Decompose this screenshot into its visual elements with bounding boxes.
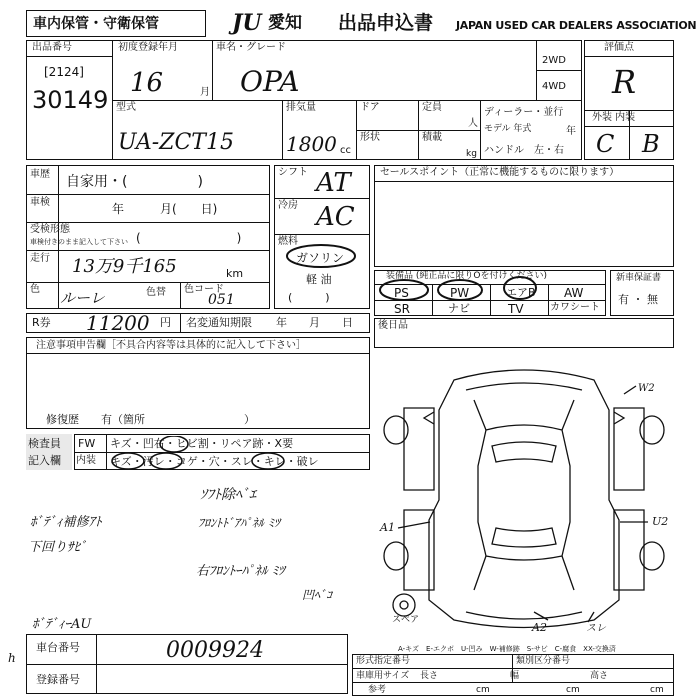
year-unit: 年 [566, 126, 576, 137]
name-change-value: 年 月 日 [276, 316, 353, 329]
interior-grade: B [642, 130, 660, 158]
inspector-label-1: 検査員 [28, 437, 61, 450]
color-label: 色 [30, 284, 40, 295]
mark-sure: スレ [586, 623, 606, 634]
chassis-value: 0009924 [166, 638, 264, 663]
reception-label: 受検形態 [30, 224, 70, 235]
mileage-value: 13万9千165 [72, 256, 177, 277]
branch-name: 愛知 [268, 13, 302, 33]
car-name-value: OPA [240, 65, 300, 98]
ext-int-label: 外装 内装 [592, 112, 636, 123]
recycle-value: 11200 [86, 311, 150, 335]
storage-stamp [26, 10, 206, 37]
history-label: 車歴 [30, 169, 50, 180]
km-unit: km [226, 267, 244, 280]
fuel-label: 燃料 [278, 236, 298, 247]
mark-a2: A2 [532, 621, 547, 634]
note-2: ﾎﾞﾃﾞｨ補修ｱﾄ [30, 515, 102, 530]
mark-w2: W2 [638, 383, 655, 394]
recycle-label: R券 [32, 316, 51, 329]
lot-bracket: [2124] [44, 65, 84, 79]
door-label: ドア [360, 102, 380, 113]
inspector-fw: FW [78, 437, 96, 450]
note-5: 右ﾌﾛﾝﾄｰﾊﾟﾈﾙ ﾐﾂ [196, 564, 285, 579]
note-3: ﾌﾛﾝﾄﾄﾞｱﾊﾟﾈﾙ ﾐﾂ [198, 516, 280, 530]
note-6: 凹ﾍﾞｺ [302, 588, 333, 602]
ju-logo: JU [232, 10, 262, 36]
mileage-label: 走行 [30, 253, 50, 264]
handle-label: ハンドル 左・右 [484, 145, 564, 156]
association-name: JAPAN USED CAR DEALERS ASSOCIATION [456, 19, 697, 32]
form-title: 出品申込書 [338, 12, 434, 34]
width-label: 幅 [510, 671, 520, 681]
displacement-value: 1800 [286, 132, 337, 156]
later-items-box [374, 318, 674, 348]
equip-sr: SR [394, 302, 410, 316]
color-code-label: 色コード [184, 284, 224, 295]
car-body-diagram [374, 350, 674, 650]
exterior-grade: C [596, 130, 615, 158]
lot-label: 出品番号 [32, 42, 72, 53]
note-1: ｿﾌﾄ除ﾍﾞｴ [200, 487, 256, 503]
note-4: 下回りｻﾋﾞ [28, 540, 87, 555]
cm-unit-2: cm [566, 685, 580, 695]
shape-label: 形状 [360, 132, 380, 143]
equip-aw: AW [564, 286, 584, 300]
cm-unit-1: cm [476, 685, 490, 695]
color-change-label: 色替 [146, 287, 166, 298]
reception-note: 車検付きのまま記入して下さい [30, 238, 128, 246]
color-code-value: 051 [208, 292, 235, 308]
registration-no-label: 登録番号 [36, 673, 80, 686]
model-value: UA-ZCT15 [118, 130, 234, 155]
registration-year: 16 [130, 68, 164, 98]
garage-size-label: 車庫用サイズ [356, 671, 410, 681]
car-name-label: 車名・グレード [216, 42, 286, 53]
equip-leather: カワシート [550, 302, 600, 313]
person-unit: 人 [468, 118, 478, 129]
grade-value: R [612, 63, 637, 101]
inspector-interior: 内装 [76, 455, 96, 466]
inspector-row2: キズ・汚レ・コゲ・穴・スレ・キレ・破レ [110, 455, 319, 468]
registration-month-unit: 月 [200, 87, 210, 98]
inspection-value: 年 月( 日) [112, 202, 218, 216]
model-year-label: モデル 年式 [484, 124, 532, 134]
displacement-label: 排気量 [286, 102, 316, 113]
drive-4wd: 4WD [542, 81, 566, 92]
equipment-circles [374, 274, 544, 302]
reception-paren: ( ) [136, 231, 242, 245]
model-label: 型式 [116, 102, 136, 113]
class-no-label: 類別区分番号 [516, 656, 571, 666]
dealer-label: ディーラー・並行 [484, 107, 564, 118]
color-value: ルーレ [60, 289, 105, 307]
sales-point-label: セールスポイント（正常に機能するものに限ります） [380, 167, 620, 178]
fuel-paren: ( ) [288, 291, 330, 304]
capacity-label: 定員 [422, 102, 442, 113]
registration-label: 初度登録年月 [118, 42, 178, 53]
height-label: 高さ [590, 671, 609, 681]
inspector-label-2: 記入欄 [28, 454, 61, 467]
fuel-gasoline: ガソリン [296, 251, 345, 265]
equip-ps: PS [394, 286, 409, 300]
corner-mark: h [8, 651, 16, 665]
cm-unit-3: cm [650, 685, 664, 695]
equipment-label: 装備品 (純正品に限りOを付けください) [386, 271, 547, 281]
notice-label: 注意事項申告欄［不具合内容等は具体的に記入して下さい］ [36, 340, 306, 351]
lot-number: 30149 [32, 86, 109, 114]
cc-unit: cc [340, 145, 351, 156]
shift-value: AT [316, 168, 351, 198]
kg-unit: kg [466, 149, 477, 159]
equip-pw: PW [450, 286, 470, 300]
length-label: 長さ [420, 671, 439, 681]
guarantee-label: 新車保証書 [616, 273, 662, 283]
ref-label: 参考 [368, 685, 387, 695]
inspection-label: 車検 [30, 197, 50, 208]
equip-tv: TV [508, 302, 524, 316]
shift-label: シフト [278, 167, 308, 178]
recycle-unit: 円 [160, 316, 171, 329]
load-label: 積載 [422, 132, 442, 143]
equip-airbag: エアB [506, 286, 536, 299]
repair-history: 修復歴 有（箇所 ） [46, 413, 255, 426]
history-value: 自家用・( ) [66, 174, 203, 190]
mark-spare: スペア [392, 615, 420, 625]
storage-stamp-text: 車内保管・守衛保管 [33, 16, 159, 32]
damage-legend: A-キズ E-エクボ U-凹み W-補修跡 S-サビ C-腐食 XX-交換済 [398, 645, 616, 653]
grade-label: 評価点 [604, 42, 634, 53]
fuel-diesel: 軽 油 [306, 273, 332, 286]
chassis-label: 車台番号 [36, 641, 80, 654]
ac-label: 冷房 [278, 200, 298, 211]
equip-navi: ナビ [448, 302, 470, 315]
later-items-label: 後日品 [378, 320, 408, 331]
guarantee-value: 有 ・ 無 [618, 293, 658, 306]
inspector-row1: キズ・凹右・ヒビ割・リペア跡・X要 [110, 437, 294, 450]
mark-u2: U2 [652, 515, 669, 528]
inspector-circles [106, 436, 306, 470]
ac-value: AC [316, 202, 355, 232]
note-7: ﾎﾞﾃﾞｨｰAU [32, 617, 92, 632]
fuel-gasoline-circle [284, 242, 358, 270]
mark-a1: A1 [380, 521, 395, 534]
drive-2wd: 2WD [542, 55, 566, 66]
name-change-label: 名変通知期限 [186, 316, 252, 329]
form-type-label: 形式指定番号 [356, 656, 411, 666]
